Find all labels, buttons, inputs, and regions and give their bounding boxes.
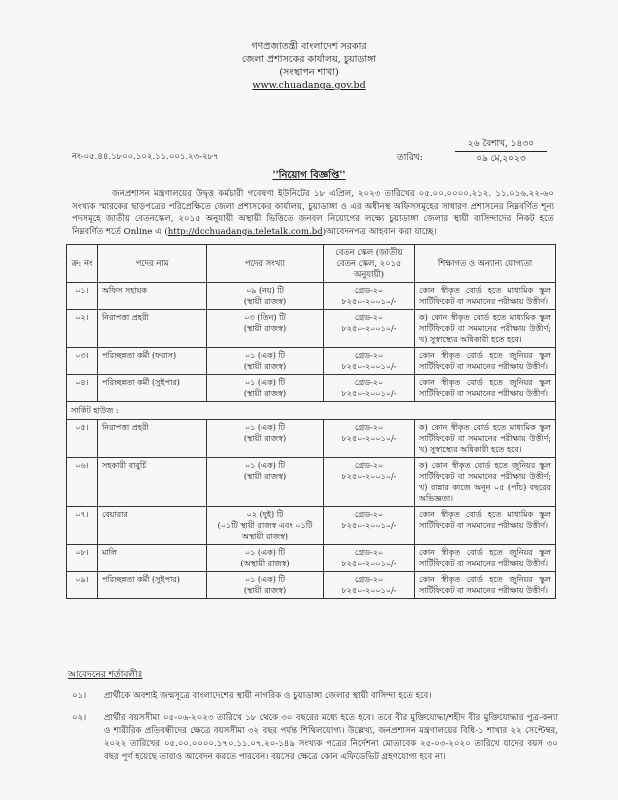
- cell-pay-scale: [324, 375, 415, 402]
- cell-post-name: নিরাপত্তা প্রহরী: [98, 420, 207, 458]
- condition-text: প্রার্থীকে অবশ্যই জন্মসূত্রে বাংলাদেশের স্থায়ী নাগরিক ও চুয়াডাঙ্গা জেলার স্থায়ী বাসিন্দা হতে হবে।: [104, 691, 432, 701]
- post-count-type: (স্থায়ী রাজস্ব): [243, 362, 287, 371]
- pay-grade: গ্রেড-২০: [354, 313, 384, 322]
- pay-range: ৮২৫০-২০০১০/-: [341, 472, 397, 481]
- post-count-type: (স্থায়ী রাজস্ব): [243, 297, 287, 306]
- cell-qualification: ক) কোন স্বীকৃত বোর্ড হতে জুনিয়র স্কুল সার্টিফিকেট বা সমমানের পরীক্ষায় উত্তীর্ণ; খ) রান্নার কাজে অনূন ০৫ (পাঁচ) বছরের অভিজ্ঞতা।: [415, 458, 556, 507]
- cell-pay-scale: [324, 420, 415, 458]
- table-row: [67, 310, 556, 348]
- cell-post-name: নিরাপত্তা প্রহরী: [98, 310, 207, 348]
- cell-pay-scale: [324, 283, 415, 310]
- pay-grade: গ্রেড-২০: [354, 548, 384, 557]
- date-label: তারিখ:: [397, 153, 423, 163]
- header-qualification: শিক্ষাগত ও অন্যান্য যোগ্যতা: [415, 245, 556, 283]
- cell-qualification: কোন স্বীকৃত বোর্ড হতে জুনিয়র স্কুল সার্টিফিকেট বা সমমানের পরীক্ষায় উত্তীর্ণ।: [415, 545, 556, 572]
- cell-sl: ০১।: [67, 283, 98, 310]
- cell-post-count: [207, 348, 324, 375]
- post-count-type: (স্থায়ী রাজস্ব): [243, 586, 287, 595]
- pay-range: ৮২৫০-২০০১০/-: [341, 586, 397, 595]
- cell-post-count: [207, 545, 324, 572]
- cell-qualification: ক) কোন স্বীকৃত বোর্ড হতে মাধ্যমিক স্কুল সার্টিফিকেট বা সমমানের পরীক্ষায় উত্তীর্ণ; খ) সুস্বাস্থ্যের অধিকারী হতে হবে।: [415, 420, 556, 458]
- cell-sl: ০৪।: [67, 375, 98, 402]
- cell-qualification: কোন স্বীকৃত বোর্ড হতে জুনিয়র স্কুল সার্টিফিকেট বা সমমানের পরীক্ষায় উত্তীর্ণ।: [415, 572, 556, 599]
- post-count-number: ০৩ (তিন) টি: [244, 313, 286, 322]
- table-row: [67, 458, 556, 507]
- pay-range: ৮২৫০-২০০১০/-: [341, 362, 397, 371]
- table-row: [67, 283, 556, 310]
- conditions-heading: আবেদনের শর্তাবলীঃ: [68, 670, 143, 680]
- cell-post-name: অফিস সহায়ক: [98, 283, 207, 310]
- table-row: [67, 545, 556, 572]
- cell-qualification: কোন স্বীকৃত বোর্ড হতে জুনিয়র স্কুল সার্টিফিকেট বা সমমানের পরীক্ষায় উত্তীর্ণ।: [415, 375, 556, 402]
- pay-range: ৮২৫০-২০০১০/-: [341, 297, 397, 306]
- pay-grade: গ্রেড-২০: [354, 510, 384, 519]
- cell-qualification: ক) কোন স্বীকৃত বোর্ড হতে মাধ্যমিক স্কুল সার্টিফিকেট বা সমমানের পরীক্ষায় উত্তীর্ণ; খ) সুস্বাস্থ্যের অধিকারী হতে হবে।: [415, 310, 556, 348]
- pay-range: ৮২৫০-২০০১০/-: [341, 324, 397, 333]
- intro-part2: )আবেদনপত্র আহবান করা যাচ্ছে।: [322, 226, 437, 237]
- header-website: [0, 79, 618, 92]
- memo-number: নং-০৫.৪৪.১৮০০.১০২.১১.০০১.২৩-২৮৭: [72, 152, 219, 162]
- table-row: [67, 572, 556, 599]
- pay-range: ৮২৫০-২০০১০/-: [341, 434, 397, 443]
- table-row: [67, 420, 556, 458]
- application-link[interactable]: http://dcchuadanga.teletalk.com.bd: [167, 226, 323, 237]
- pay-range: ৮২৫০-২০০১০/-: [341, 389, 397, 398]
- cell-post-name: পরিচ্ছন্নতা কর্মী (সুইপার): [98, 375, 207, 402]
- cell-sl: ০৩।: [67, 348, 98, 375]
- condition-number: ০২।: [72, 713, 87, 723]
- table-header-row: [67, 245, 556, 283]
- cell-pay-scale: [324, 310, 415, 348]
- cell-post-name: মালি: [98, 545, 207, 572]
- vacancy-table: [66, 244, 556, 599]
- intro-paragraph: [72, 188, 554, 238]
- cell-post-count: [207, 283, 324, 310]
- section-row-circuit-house: [67, 402, 556, 420]
- header-post-name: পদের নাম: [98, 245, 207, 283]
- cell-post-name: পরিচ্ছন্নতা কর্মী (ফরাস): [98, 348, 207, 375]
- cell-sl: ০৬।: [67, 458, 98, 507]
- pay-grade: গ্রেড-২০: [354, 378, 384, 387]
- post-count-number: ০১ (এক) টি: [244, 378, 286, 387]
- pay-grade: গ্রেড-২০: [354, 286, 384, 295]
- cell-post-count: [207, 375, 324, 402]
- intro-part1: জনপ্রশাসন মন্ত্রণালয়ের উদ্বৃত্ত কর্মচারী গবেষণা ইউনিটের ১৮ এপ্রিল, ২০২৩ তারিখের ০৫.০০.০০০০.২১২. ১১.০১৬.২২-৬০ সংখ্যক স্মারকের ছাড়পত্রের পরিপ্রেক্ষিতে জেলা প্রশাসকের কার্যালয়, চুয়াডাঙ্গা ও এর অধীনস্থ অফিসসমূহের সাধারণ প্রশাসনের নিম্নবর্ণিত শূন্য পদসমূহে জাতীয় বেতনস্কেল, ২০১৫ অনুযায়ী অস্থায়ী ভিত্তিতে জনবল নিয়োগের লক্ষ্যে চুয়াডাঙ্গা জেলার স্থায়ী বাসিন্দাদের নিকট হতে নিম্নবর্ণিত শর্তে Online এ (: [72, 189, 554, 237]
- post-count-type: (স্থায়ী রাজস্ব): [243, 389, 287, 398]
- website-link[interactable]: www.chuadanga.gov.bd: [252, 80, 366, 91]
- post-count-type: (স্থায়ী রাজস্ব): [243, 324, 287, 333]
- cell-post-count: [207, 420, 324, 458]
- post-count-number: ০১ (এক) টি: [244, 461, 286, 470]
- post-count-number: ০১ (এক) টি: [244, 351, 286, 360]
- table-row: [67, 507, 556, 545]
- pay-grade: গ্রেড-২০: [354, 351, 384, 360]
- date-box: [455, 137, 547, 166]
- cell-pay-scale: [324, 348, 415, 375]
- date-bangla: ২৬ বৈশাখ, ১৪৩০: [455, 137, 547, 152]
- cell-qualification: কোন স্বীকৃত বোর্ড হতে মাধ্যমিক স্কুল সার্টিফিকেট বা সমমানের পরীক্ষায় উত্তীর্ণ।: [415, 283, 556, 310]
- post-count-number: ০১ (এক) টি: [244, 575, 286, 584]
- condition-item: [72, 690, 558, 703]
- cell-qualification: কোন স্বীকৃত বোর্ড হতে মাধ্যমিক স্কুল সার্টিফিকেট বা সমমানের পরীক্ষায় উত্তীর্ণ।: [415, 507, 556, 545]
- post-count-number: ০১ (এক) টি: [244, 548, 286, 557]
- header-govt: গণপ্রজাতন্ত্রী বাংলাদেশ সরকার: [251, 41, 367, 52]
- post-count-type: (০১টি স্থায়ী রাজস্ব এবং ০১টি অস্থায়ী রাজস্ব): [217, 521, 313, 541]
- cell-post-count: [207, 458, 324, 507]
- cell-pay-scale: [324, 545, 415, 572]
- cell-sl: ০৯।: [67, 572, 98, 599]
- cell-sl: ০৫।: [67, 420, 98, 458]
- post-count-type: (স্থায়ী রাজস্ব): [243, 434, 287, 443]
- header-post-count: পদের সংখ্যা: [207, 245, 324, 283]
- cell-qualification: কোন স্বীকৃত বোর্ড হতে জুনিয়র স্কুল সার্টিফিকেট বা সমমানের পরীক্ষায় উত্তীর্ণ।: [415, 348, 556, 375]
- table-row: [67, 375, 556, 402]
- cell-pay-scale: [324, 507, 415, 545]
- cell-post-count: [207, 310, 324, 348]
- post-count-number: ০১ (এক) টি: [244, 423, 286, 432]
- table-row: [67, 348, 556, 375]
- cell-sl: ০২।: [67, 310, 98, 348]
- cell-pay-scale: [324, 458, 415, 507]
- cell-sl: ০৮।: [67, 545, 98, 572]
- post-count-number: ০২ (দুই) টি: [246, 510, 284, 519]
- post-count-number: ০৯ (নয়) টি: [246, 286, 284, 295]
- pay-grade: গ্রেড-২০: [354, 461, 384, 470]
- cell-pay-scale: [324, 572, 415, 599]
- cell-post-name: বেয়ারার: [98, 507, 207, 545]
- cell-post-name: সহকারী বাবুর্চি: [98, 458, 207, 507]
- section-label: সার্কিট হাউজ :: [67, 402, 556, 420]
- notice-title-text: ''নিয়োগ বিজ্ঞপ্তি'': [272, 170, 346, 181]
- cell-post-count: [207, 572, 324, 599]
- condition-text: প্রার্থীর বয়সসীমা ০৫-০৬-২০২৩ তারিখে ১৮ থেকে ৩০ বছরের মধ্যে হতে হবে। তবে বীর মুক্তিযোদ্ধা/শহীদ বীর মুক্তিযোদ্ধার পুত্র-কন্যা ও শারীরিক প্রতিবন্ধীদের ক্ষেত্রে বয়সসীমা ৩২ বছর পর্যন্ত শিথিলযোগ্য। উল্লেখ্য, জনপ্রশাসন মন্ত্রণালয়ের বিধি-১ শাখার ২২ সেপ্টেম্বর, ২০২২ তারিখের ০৫.০০.০০০০.১৭০.১১.০৭.২০-১৪৯ সংখ্যক পত্রের নির্দেশনা মোতাবেক ২৫-০৩-২০২০ তারিখে যাদের বয়স ৩০ বছর পূর্ণ হয়েছে তারাও আবেদন করতে পারবেন। বয়সের ক্ষেত্রে কোন এফিডেভিট গ্রহণযোগ্য হবে না।: [104, 713, 558, 762]
- header-office: জেলা প্রশাসকের কার্যালয়, চুয়াডাঙ্গা: [241, 54, 377, 65]
- pay-grade: গ্রেড-২০: [354, 423, 384, 432]
- header-branch: (সংস্থাপন শাখা): [279, 67, 339, 78]
- post-count-type: (স্থায়ী রাজস্ব): [243, 472, 287, 481]
- header-pay-scale: বেতন স্কেল (জাতীয় বেতন স্কেল, ২০১৫ অনুযায়ী): [324, 245, 415, 283]
- pay-range: ৮২৫০-২০০১০/-: [341, 521, 397, 530]
- post-count-type: (অস্থায়ী রাজস্ব): [240, 559, 290, 568]
- header-sl: ক্র: নং: [67, 245, 98, 283]
- pay-range: ৮২৫০-২০০১০/-: [341, 559, 397, 568]
- cell-post-name: পরিচ্ছন্নতা কর্মী (সুইপার): [98, 572, 207, 599]
- condition-number: ০১।: [72, 691, 87, 701]
- pay-grade: গ্রেড-২০: [354, 575, 384, 584]
- date-gregorian: ০৯ মে,২০২৩: [476, 154, 526, 164]
- cell-sl: ০৭।: [67, 507, 98, 545]
- condition-item: [72, 712, 558, 764]
- cell-post-count: [207, 507, 324, 545]
- notice-title: [0, 168, 618, 185]
